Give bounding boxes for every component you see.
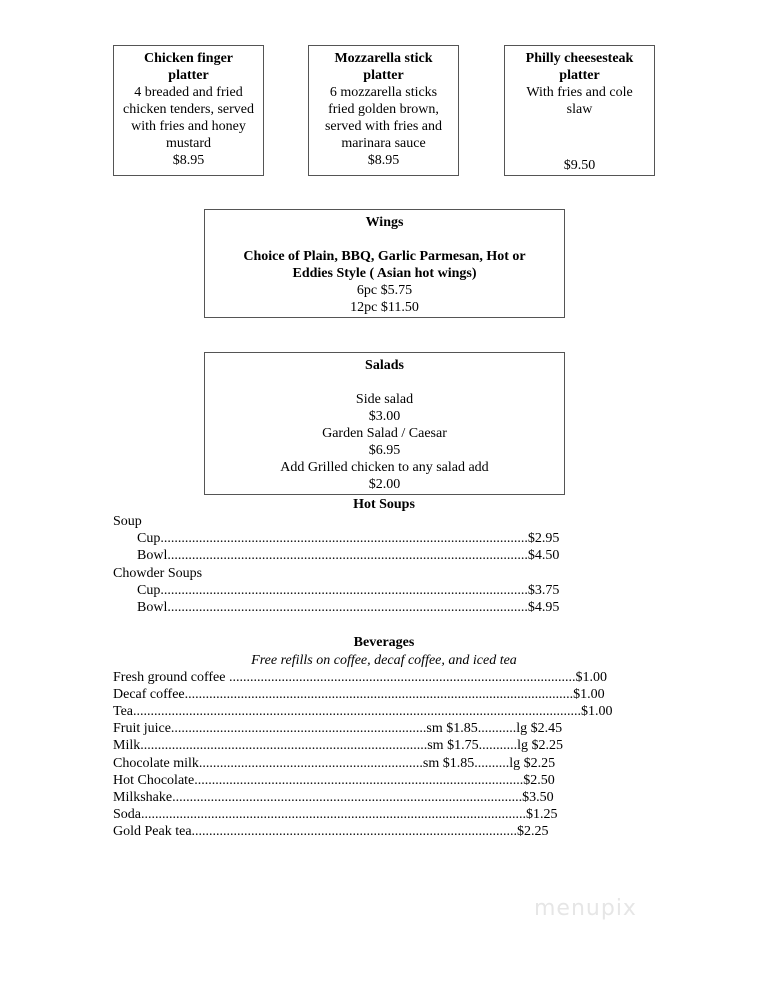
beverage-line: Chocolate milk................................................................sm $1.85..........lg $2.25 — [113, 756, 556, 771]
soup-line: Cup.........................................................................................................$3.75 — [137, 583, 560, 598]
wings-options: Choice of Plain, BBQ, Garlic Parmesan, Hot or Eddies Style ( Asian hot wings) — [243, 249, 526, 281]
soup-line: Bowl.......................................................................................................$4.95 — [137, 600, 560, 615]
salad-line: Side salad — [355, 392, 414, 407]
beverage-line: Milkshake....................................................................................................$3.50 — [113, 790, 554, 805]
soup-line: Chowder Soups — [113, 566, 203, 581]
salad-line: $3.00 — [368, 409, 401, 424]
platter-box-chicken-finger — [113, 45, 264, 176]
platter-price: $8.95 — [172, 153, 205, 168]
platter-title: Chicken finger platter — [143, 51, 234, 83]
platter-title: Mozzarella stick platter — [334, 51, 433, 83]
beverage-line: Fruit juice.........................................................................sm $1.85...........lg $2.45 — [113, 721, 563, 736]
platter-description: With fries and cole slaw — [526, 85, 633, 117]
soup-line: Soup — [113, 514, 142, 529]
salads-box — [204, 352, 565, 495]
salads-title: Salads — [365, 358, 404, 373]
wings-box — [204, 209, 565, 318]
beverage-line: Decaf coffee...............................................................................................................$1.00 — [113, 687, 605, 702]
beverages-title: Beverages — [353, 635, 415, 650]
wings-title: Wings — [365, 215, 404, 230]
salad-line: $6.95 — [368, 443, 401, 458]
salad-line: Garden Salad / Caesar — [322, 426, 447, 441]
salad-line: Add Grilled chicken to any salad add — [280, 460, 489, 475]
soup-line: Cup.........................................................................................................$2.95 — [137, 531, 560, 546]
beverage-line: Gold Peak tea.............................................................................................$2.25 — [113, 824, 549, 839]
soup-line: Bowl.......................................................................................................$4.50 — [137, 548, 560, 563]
platter-title: Philly cheesesteak platter — [525, 51, 634, 83]
beverage-line: Milk..................................................................................sm $1.75...........lg $2.25 — [113, 738, 563, 753]
beverage-line: Soda..............................................................................................................$1.25 — [113, 807, 558, 822]
menupix-watermark: menupix — [534, 896, 637, 921]
platter-description: 6 mozzarella sticks fried golden brown, served with fries and marinara sauce — [324, 85, 443, 151]
salads-list — [205, 391, 564, 493]
platter-price: $9.50 — [563, 158, 596, 173]
platter-box-mozzarella-stick — [308, 45, 459, 176]
salad-line: $2.00 — [368, 477, 401, 492]
platter-description: 4 breaded and fried chicken tenders, served with fries and honey mustard — [123, 85, 254, 151]
hot-soups-title: Hot Soups — [353, 497, 415, 512]
beverages-subtitle: Free refills on coffee, decaf coffee, and iced tea — [251, 653, 517, 668]
beverage-line: Fresh ground coffee ...................................................................................................$1.00 — [113, 670, 607, 685]
platter-price: $8.95 — [367, 153, 400, 168]
beverage-line: Tea................................................................................................................................$1.00 — [113, 704, 613, 719]
wings-price-6pc: 6pc $5.75 — [356, 283, 413, 298]
platter-box-philly-cheesesteak — [504, 45, 655, 176]
beverage-line: Hot Chocolate..............................................................................................$2.50 — [113, 773, 555, 788]
wings-price-12pc: 12pc $11.50 — [350, 300, 419, 315]
